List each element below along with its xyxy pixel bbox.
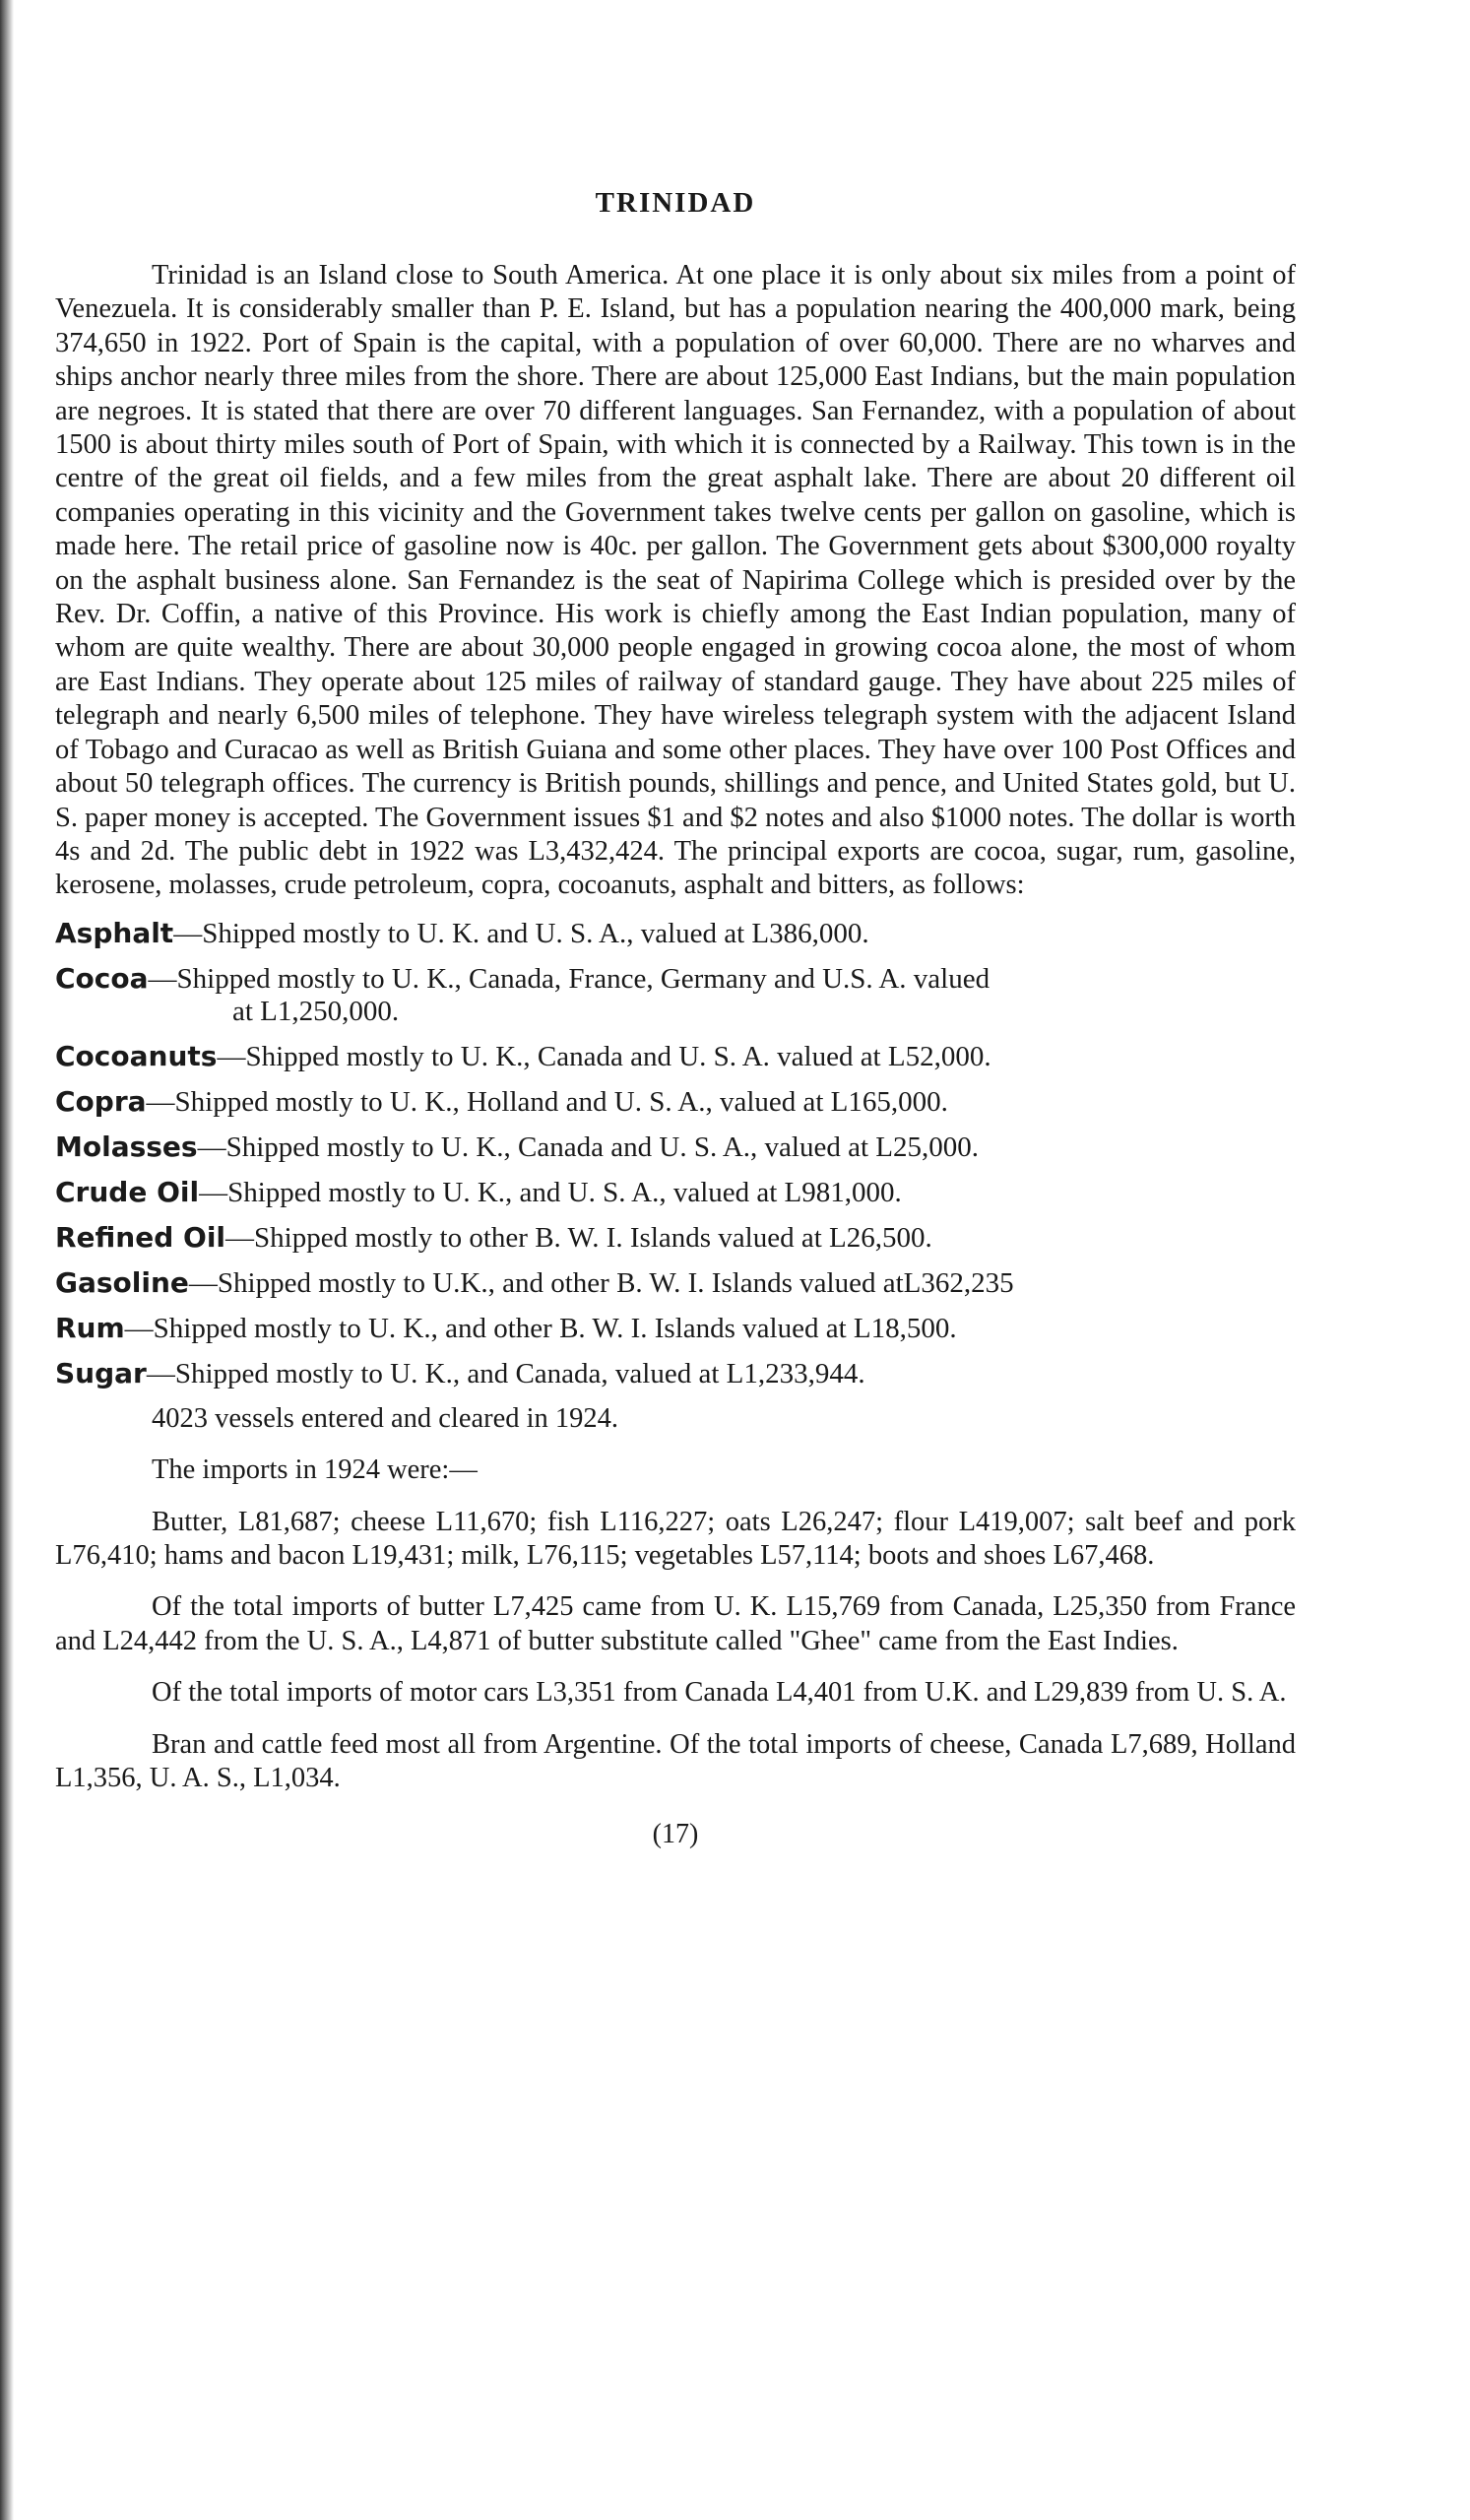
export-name: Cocoa	[55, 961, 149, 995]
export-text: —Shipped mostly to other B. W. I. Islands valued at L26,500.	[225, 1221, 932, 1254]
vessels-line: 4023 vessels entered and cleared in 1924.	[152, 1402, 619, 1434]
export-name: Rum	[55, 1311, 125, 1344]
export-text: —Shipped mostly to U.K., and other B. W. I. Islands valued atL362,235	[188, 1266, 1014, 1299]
export-continuation: at L1,250,000.	[232, 995, 400, 1027]
export-name: Asphalt	[55, 916, 174, 949]
imports-heading: The imports in 1924 were:—	[152, 1454, 478, 1486]
export-name: Refined Oil	[55, 1220, 226, 1254]
export-text: —Shipped mostly to U. K., Canada and U. S. A., valued at L25,000.	[197, 1131, 979, 1163]
export-item-rum	[55, 1312, 1296, 1345]
export-text: —Shipped mostly to U. K. and U. S. A., valued at L386,000.	[173, 917, 869, 949]
exports-list	[55, 917, 1296, 1390]
export-item-crude-oil	[55, 1176, 1296, 1209]
page-content	[55, 187, 1296, 1850]
export-item-asphalt	[55, 917, 1296, 950]
export-item-cocoanuts	[55, 1040, 1296, 1073]
binding-edge	[0, 0, 14, 2520]
page-title: TRINIDAD	[595, 187, 756, 219]
export-text: —Shipped mostly to U. K., and other B. W. I. Islands valued at L18,500.	[124, 1312, 957, 1344]
export-text: —Shipped mostly to U. K., and U. S. A., valued at L981,000.	[199, 1176, 902, 1208]
export-text: —Shipped mostly to U. K., Holland and U. S. A., valued at L165,000.	[146, 1085, 948, 1118]
motor-cars-paragraph: Of the total imports of motor cars L3,351 from Canada L4,401 from U.K. and L29,839 from U. S. A.	[152, 1677, 1287, 1709]
export-text: —Shipped mostly to U. K., and Canada, valued at L1,233,944.	[146, 1357, 865, 1389]
export-text: —Shipped mostly to U. K., Canada, France, Germany and U.S. A. valued	[148, 962, 991, 995]
export-name: Molasses	[55, 1130, 198, 1163]
export-name: Crude Oil	[55, 1175, 200, 1208]
page-number: (17)	[652, 1819, 699, 1850]
imports-paragraph: Butter, L81,687; cheese L11,670; fish L116,227; oats L26,247; flour L419,007; salt beef and pork L76,410; hams and bacon L19,431; milk, L76,115; vegetables L57,114; boots and shoes L67,468.	[55, 1506, 1296, 1571]
export-text: —Shipped mostly to U. K., Canada and U. S. A. valued at L52,000.	[217, 1040, 991, 1072]
export-item-sugar	[55, 1357, 1296, 1390]
export-name: Gasoline	[55, 1265, 189, 1299]
export-item-molasses	[55, 1131, 1296, 1164]
export-name: Copra	[55, 1084, 147, 1118]
export-name: Cocoanuts	[55, 1039, 218, 1072]
intro-paragraph: Trinidad is an Island close to South America. At one place it is only about six miles from a point of Venezuela. It is considerably smaller than P. E. Island, but has a population nearing the 400,000 mark, being 374,650 in 1922. Port of Spain is the capital, with a population of over 60,000. There are no wharves and ships anchor nearly three miles from the shore. There are about 125,000 East Indians, but the main population are negroes. It is stated that there are over 70 different languages. San Fernandez, with a population of about 1500 is about thirty miles south of Port of Spain, with which it is connected by a Railway. This town is in the centre of the great oil fields, and a few miles from the great asphalt lake. There are about 20 different oil companies operating in this vicinity and the Government takes twelve cents per gallon on gasoline, which is made here. The retail price of gasoline now is 40c. per gallon. The Government gets about $300,000 royalty on the asphalt business alone. San Fernandez is the seat of Napirima College which is presided over by the Rev. Dr. Coffin, a native of this Province. His work is chiefly among the East Indian population, many of whom are quite wealthy. There are about 30,000 people engaged in growing cocoa alone, the most of whom are East Indians. They operate about 125 miles of railway of standard gauge. They have about 225 miles of telegraph and nearly 6,500 miles of telephone. They have wireless telegraph system with the adjacent Island of Tobago and Curacao as well as British Guiana and some other places. They have over 100 Post Offices and about 50 telegraph offices. The currency is British pounds, shillings and pence, and United States gold, but U. S. paper money is accepted. The Government issues $1 and $2 notes and also $1000 notes. The dollar is worth 4s and 2d. The public debt in 1922 was L3,432,424. The principal exports are cocoa, sugar, rum, gasoline, kerosene, molasses, crude petroleum, copra, cocoanuts, asphalt and bitters, as follows:	[55, 260, 1296, 901]
export-item-gasoline	[55, 1266, 1296, 1300]
butter-paragraph: Of the total imports of butter L7,425 came from U. K. L15,769 from Canada, L25,350 from France and L24,442 from the U. S. A., L4,871 of butter substitute called "Ghee" came from the East Indies.	[55, 1591, 1296, 1656]
export-item-cocoa	[55, 962, 1296, 1028]
bran-paragraph: Bran and cattle feed most all from Argentine. Of the total imports of cheese, Canada L7,689, Holland L1,356, U. A. S., L1,034.	[55, 1728, 1296, 1793]
export-item-refined-oil	[55, 1221, 1296, 1255]
export-name: Sugar	[55, 1356, 147, 1389]
export-item-copra	[55, 1085, 1296, 1119]
